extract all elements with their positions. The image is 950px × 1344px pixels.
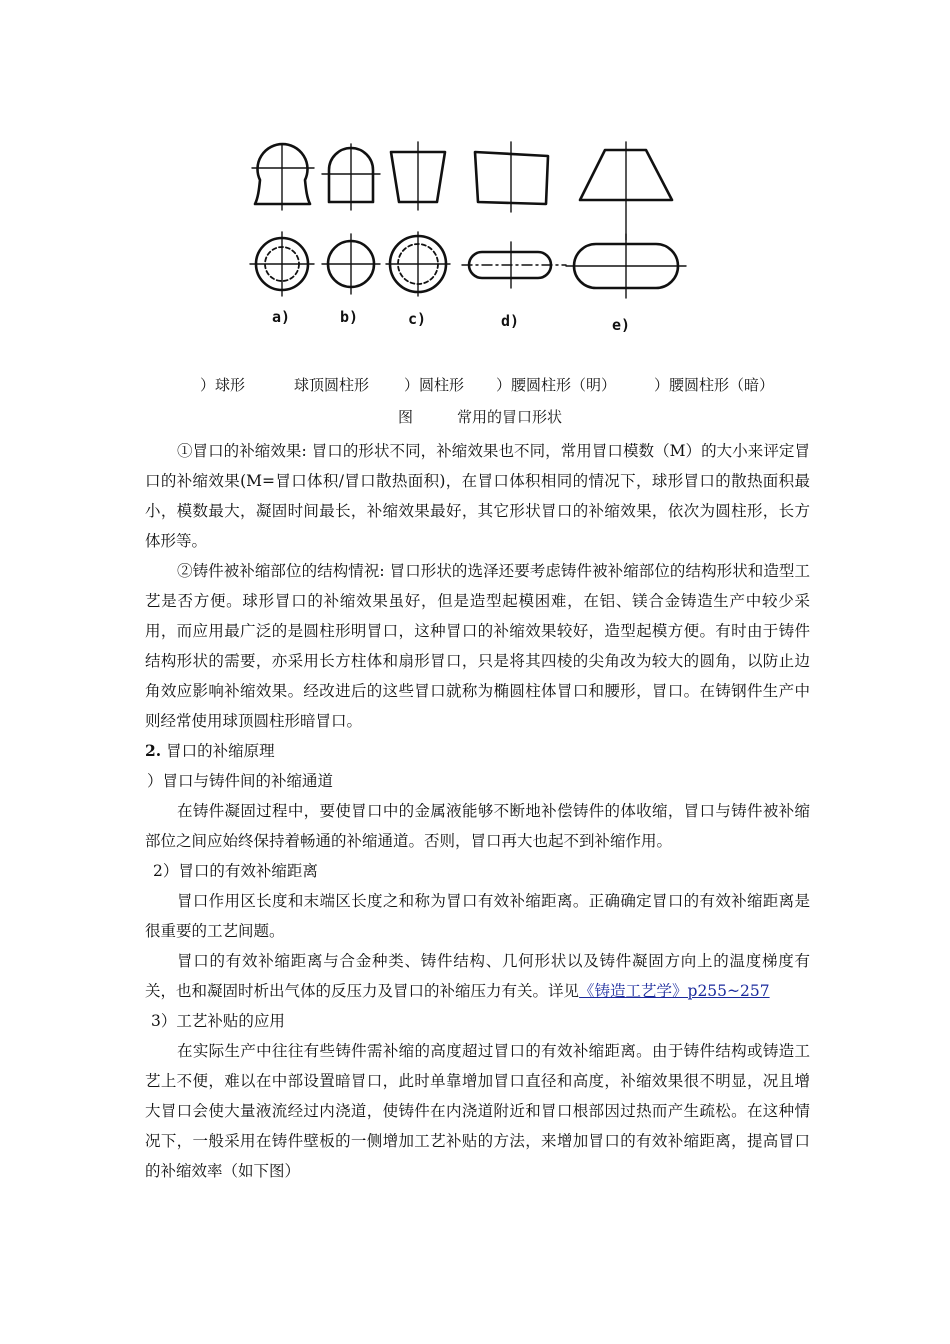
caption-b: 球顶圆柱形 (294, 376, 370, 394)
caption-a: ）球形 (200, 376, 246, 394)
shape-a-sphere-elevation (252, 144, 314, 210)
figure-label-a: a) (272, 308, 291, 326)
shape-e-waist-blind-plan (566, 234, 686, 298)
figure-label-b: b) (340, 308, 359, 326)
reference-link[interactable]: 《铸造工艺学》p255~257 (579, 982, 770, 1000)
paragraph-distance-factors (145, 946, 810, 1006)
caption-c: ）圆柱形 (404, 376, 465, 394)
figure-label-d: d) (501, 312, 520, 330)
shape-e-waist-blind-elevation (580, 142, 672, 240)
subheading-3: 3）工艺补贴的应用 (151, 1012, 285, 1030)
section-heading-2 (145, 736, 810, 766)
shape-c-cylinder-elevation (391, 142, 445, 210)
figure-title-text: 常用的冒口形状 (457, 408, 563, 426)
shape-d-waist-open-elevation (475, 142, 548, 212)
subheading-1: ）冒口与铸件间的补缩通道 (147, 772, 334, 790)
caption-d: ）腰圆柱形（明） (496, 376, 617, 394)
paragraph-casting-structure: ②铸件被补缩部位的结构情祝: 冒口形状的选泽还要考虑铸件被补缩部位的结构形状和造型工艺是否方便。球形冒口的补缩效果虽好，但是造型起模困难，在铝、镁合金铸造生产中较少采用，而应用最广泛的是圆柱形明冒口，这种冒口的补缩效果较好，造型起模方便。有时由于铸件结构形状的需要，亦采用长方柱体和扇形冒口，只是将其四棱的尖角改为较大的圆角，以防止边角效应影响补缩效果。经改进后的这些冒口就称为椭圆柱体冒口和腰形，冒口。在铸钢件生产中则经常使用球顶圆柱形暗冒口。 (145, 562, 810, 730)
shape-d-waist-open-plan (462, 242, 566, 288)
shape-c-cylinder-plan (386, 232, 450, 296)
paragraph-feeding-distance: 冒口作用区长度和末端区长度之和称为冒口有效补缩距离。正确确定冒口的有效补缩距离是很重要的工艺间题。 (145, 892, 810, 940)
riser-shapes-figure (240, 140, 690, 340)
caption-e: ）腰圆柱形（暗） (654, 376, 775, 394)
shape-a-sphere-plan (250, 232, 314, 296)
shape-b-dome-cylinder-elevation (322, 144, 380, 210)
shape-b-dome-cylinder-plan (322, 234, 380, 294)
paragraph-feeding-channel: 在铸件凝固过程中，要使冒口中的金属液能够不断地补偿铸件的体收缩，冒口与铸件被补缩部位之间应始终保持着畅通的补缩通道。否则，冒口再大也起不到补缩作用。 (145, 802, 810, 850)
figure-title-prefix: 图 (398, 408, 414, 426)
paragraph-feeding-effect: ①冒口的补缩效果: 冒口的形状不同，补缩效果也不同，常用冒口模数（M）的大小来评定冒口的补缩效果(M=冒口体积/冒口散热面积)，在冒口体积相同的情况下，球形冒口的散热面积最小，模数最大，凝固时间最长，补缩效果最好，其它形状冒口的补缩效果，依次为圆柱形，长方体形等。 (145, 442, 810, 550)
paragraph-padding-application: 在实际生产中往往有些铸件需补缩的高度超过冒口的有效补缩距离。由于铸件结构或铸造工艺上不便，难以在中部设置暗冒口，此时单靠增加冒口直径和高度，补缩效果很不明显，况且增大冒口会使大量液流经过内浇道，使铸件在内浇道附近和冒口根部因过热而产生疏松。在这种情况下，一般采用在铸件壁板的一侧增加工艺补贴的方法，来增加冒口的有效补缩距离，提高冒口的补缩效率（如下图） (145, 1042, 810, 1180)
figure-label-c: c) (408, 310, 427, 328)
subheading-2: 2）冒口的有效补缩距离 (153, 862, 318, 880)
body-text (145, 436, 810, 1186)
figure-title (0, 406, 950, 430)
section-title: 冒口的补缩原理 (161, 742, 275, 760)
figure-label-e: e) (612, 316, 631, 334)
figure-captions (0, 374, 950, 398)
distance-factors-text: 冒口的有效补缩距离与合金种类、铸件结构、几何形状以及铸件凝固方向上的温度梯度有关，也和凝固时析出气体的反压力及冒口的补缩压力有关。详见 (145, 952, 810, 1000)
section-number: 2. (145, 741, 162, 760)
